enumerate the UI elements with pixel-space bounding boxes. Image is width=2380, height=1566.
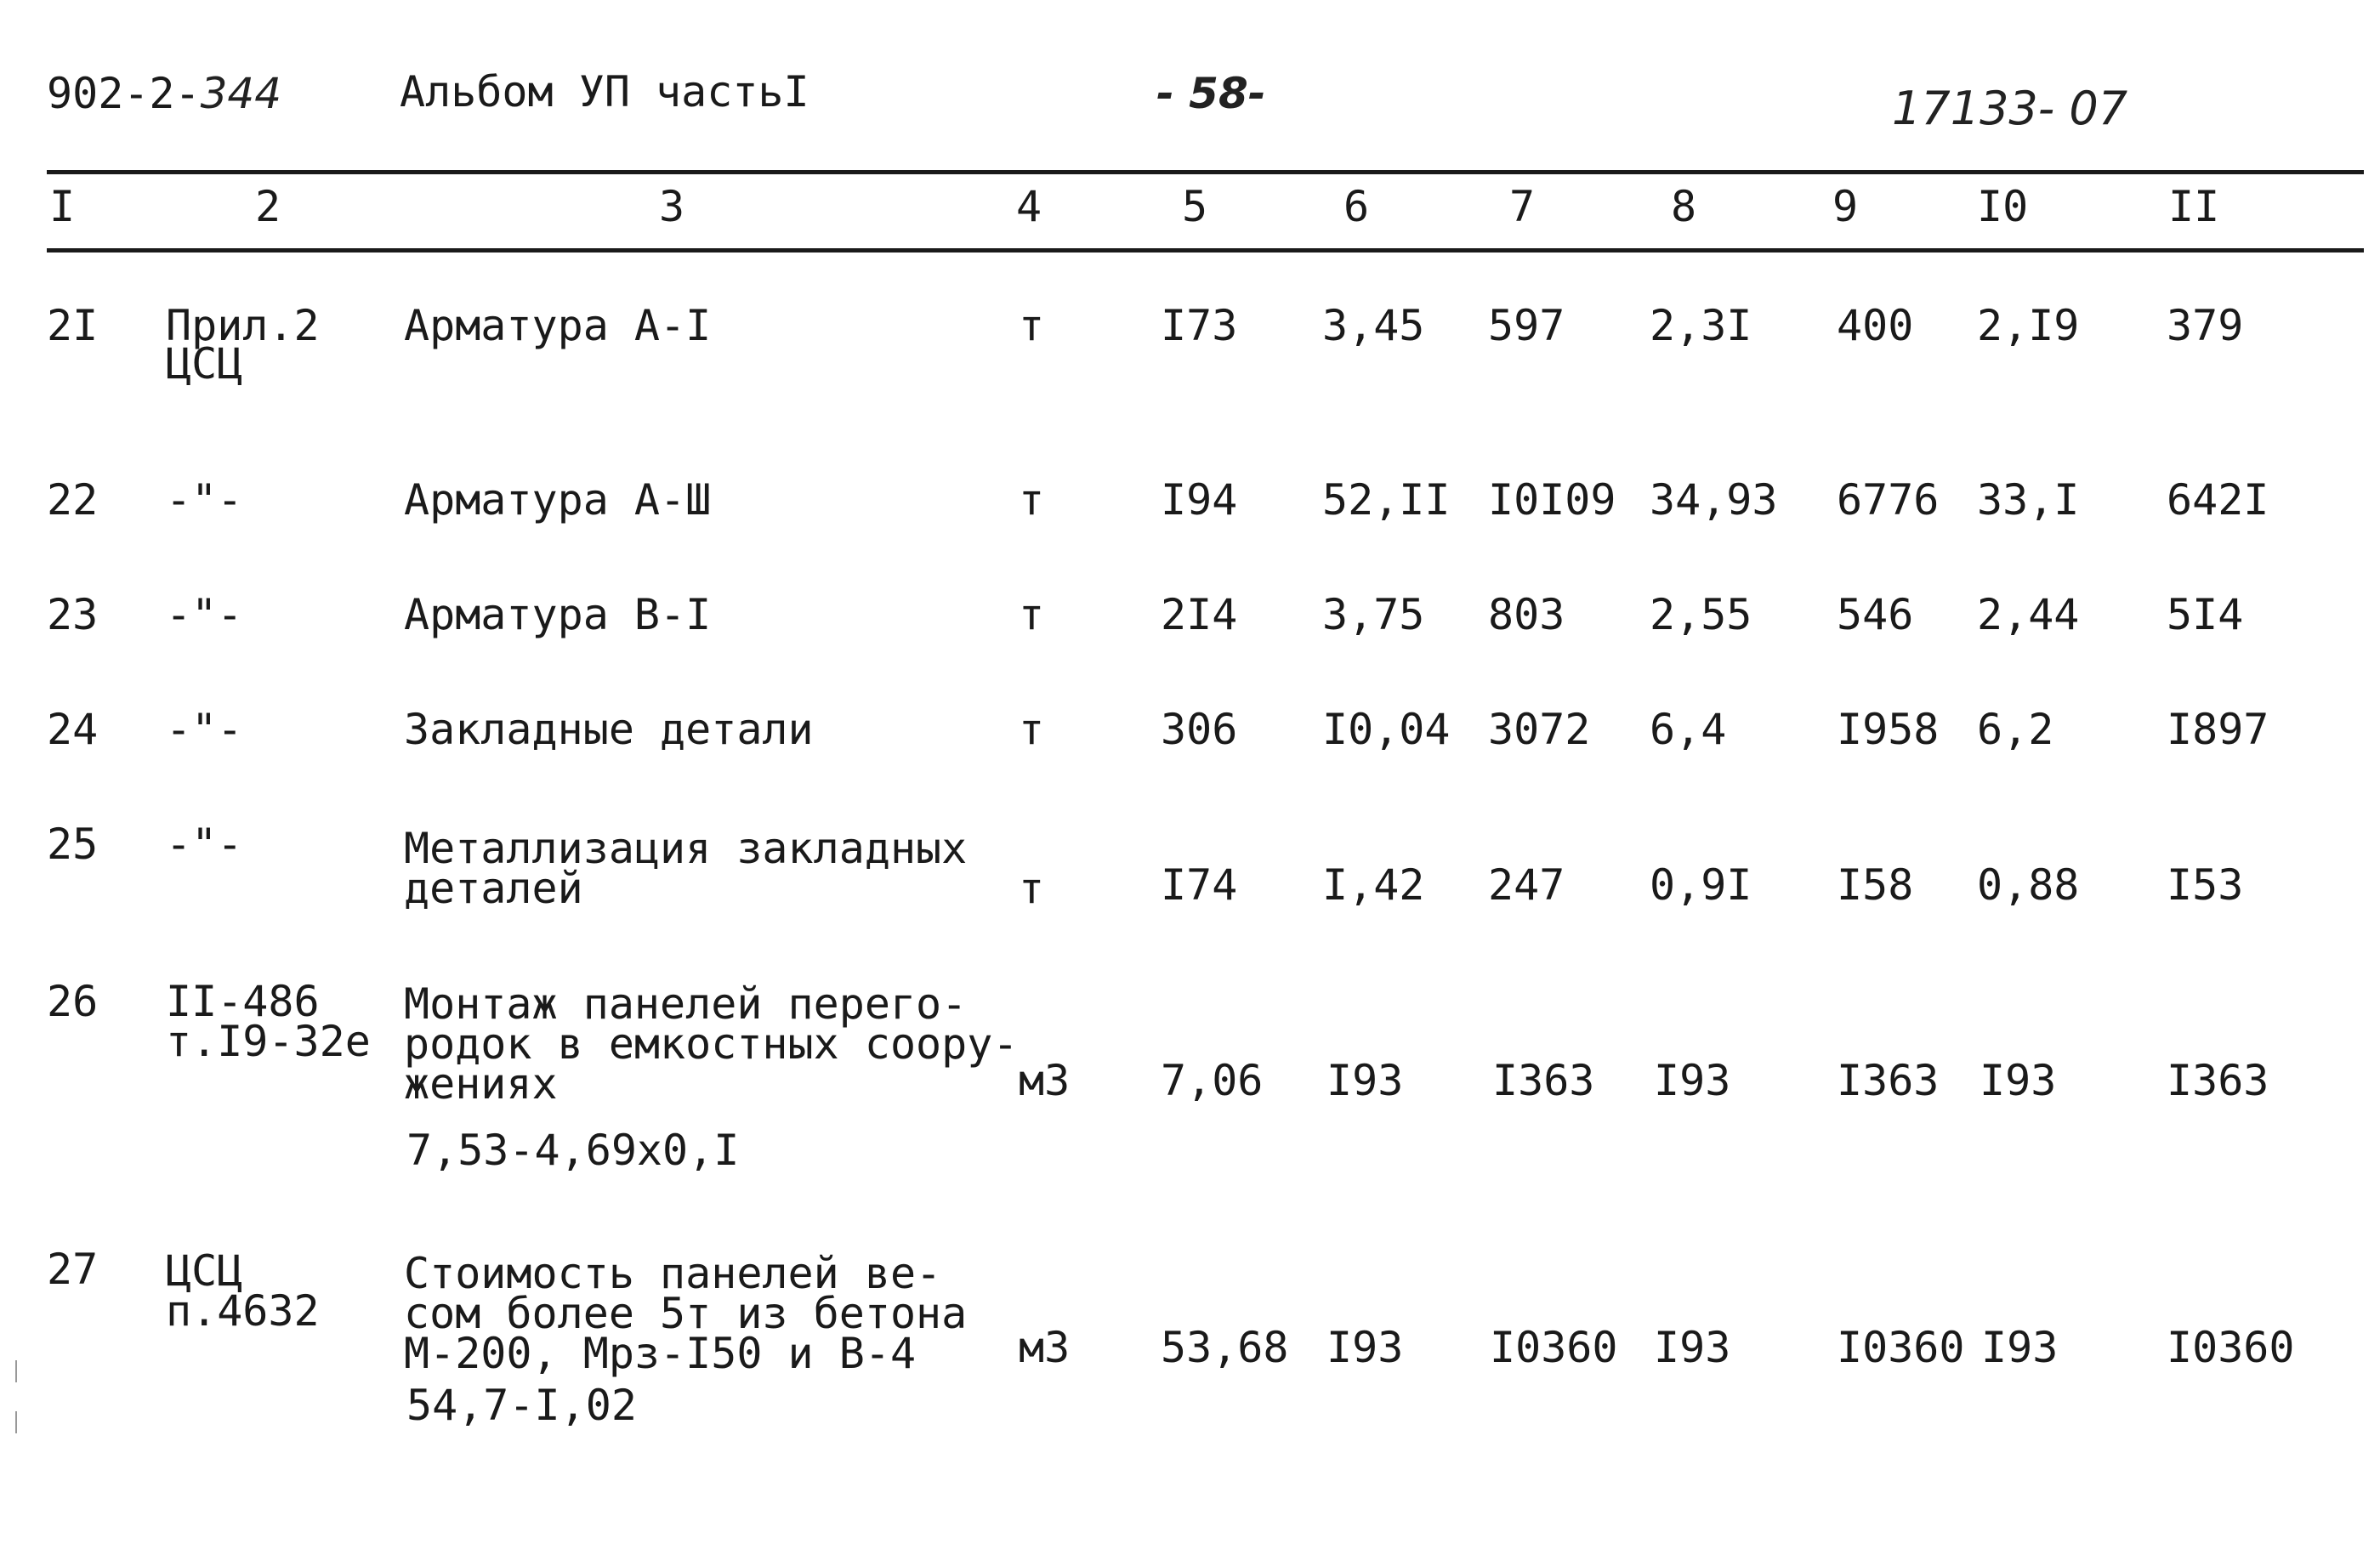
row-unit: м3 [1019,1323,1071,1372]
row-value-col9: 400 [1837,301,1914,350]
row-value-col10: I93 [1981,1323,2059,1372]
column-number-1: I [49,182,76,231]
row-value-col7: I363 [1492,1056,1595,1105]
row-reference-line: ЦСЦ [166,339,243,389]
row-value-col7: I0360 [1490,1323,1618,1372]
row-value-col10: 33,I [1977,475,2080,525]
row-value-col11: I0360 [2167,1323,2295,1372]
row-value-col11: I53 [2167,860,2244,910]
row-value-col8: I93 [1654,1056,1731,1105]
row-reference-line: т.I9-32е [166,1017,371,1066]
row-reference-line: -"- [166,705,243,754]
row-value-col9: I0360 [1837,1323,1965,1372]
row-number: 27 [47,1245,99,1294]
header-top-rule [47,170,2364,174]
row-value-col8: 6,4 [1650,705,1727,754]
column-number-8: 8 [1671,182,1697,231]
row-unit: т [1019,301,1045,350]
row-value-col6: I,42 [1322,860,1425,910]
row-value-col8: 2,55 [1650,590,1752,639]
row-number: 24 [47,705,99,754]
row-description-line: Арматура В-I [404,590,712,639]
row-value-col10: 2,I9 [1977,301,2080,350]
row-reference-line: II-486 [166,977,320,1026]
row-description-line: Арматура А-I [404,301,712,350]
row-unit: т [1019,705,1045,754]
row-value-col6: I93 [1326,1323,1404,1372]
row-value-col7: 3072 [1488,705,1591,754]
row-value-col10: I93 [1980,1056,2057,1105]
row-number: 2I [47,301,99,350]
row-reference-line: п.4632 [166,1286,320,1336]
row-value-col8: 2,3I [1650,301,1752,350]
row-reference-line: -"- [166,475,243,525]
row-reference-line: -"- [166,590,243,639]
row-description-line: М-200, Мрз-I50 и В-4 [404,1329,917,1378]
row-description-line: Закладные детали [404,705,814,754]
row-number: 26 [47,977,99,1026]
album-title: Альбом УП частьI [400,67,809,116]
row-value-col11: 642I [2167,475,2269,525]
column-number-11: II [2168,182,2220,231]
row-value-col11: I897 [2167,705,2269,754]
row-reference-line: ЦСЦ [166,1246,243,1296]
row-value-col9: I58 [1837,860,1914,910]
row-reference-line: -"- [166,820,243,869]
row-value-col9: I363 [1837,1056,1940,1105]
column-number-10: I0 [1977,182,2029,231]
row-description-line: Арматура А-Ш [404,475,712,525]
row-value-col11: I363 [2167,1056,2269,1105]
column-number-9: 9 [1832,182,1859,231]
column-number-6: 6 [1343,182,1370,231]
row-value-col11: 379 [2167,301,2244,350]
header-bottom-rule [47,248,2364,252]
row-description-line: деталей [404,864,583,913]
column-number-5: 5 [1182,182,1208,231]
row-unit: т [1019,864,1045,913]
row-value-col5: 306 [1161,705,1238,754]
row-value-col5: 7,06 [1161,1056,1264,1105]
row-number: 25 [47,820,99,869]
row-value-col5: I74 [1161,860,1238,910]
row-description-line: Стоимость панелей ве- [404,1249,942,1298]
row-value-col8: 34,93 [1650,475,1778,525]
row-description-line: Монтаж панелей перего- [404,979,968,1029]
archive-number: 17133- 07 [1892,82,2128,135]
row-reference-line: Прил.2 [166,301,320,350]
row-value-col6: 52,II [1322,475,1451,525]
column-number-7: 7 [1509,182,1536,231]
row-value-col6: 3,45 [1322,301,1425,350]
row-value-col7: 803 [1488,590,1565,639]
row-value-col11: 5I4 [2167,590,2244,639]
row-value-col10: 0,88 [1977,860,2080,910]
row-value-col5: I94 [1161,475,1238,525]
row-description-line: сом более 5т из бетона [404,1289,968,1338]
row-calculation: 54,7-I,02 [406,1381,637,1430]
row-value-col7: 247 [1488,860,1565,910]
row-description-line: родок в емкостных соору- [404,1019,1019,1069]
column-number-3: 3 [659,182,685,231]
row-value-col10: 2,44 [1977,590,2080,639]
row-number: 23 [47,590,99,639]
row-number: 22 [47,475,99,525]
document-code-handwritten: 344 [200,69,282,118]
scan-mark [15,1360,17,1382]
row-value-col8: I93 [1654,1323,1731,1372]
page-number: - 58- [1156,69,1266,118]
row-value-col6: I93 [1326,1056,1404,1105]
row-value-col5: I73 [1161,301,1238,350]
row-value-col9: 546 [1837,590,1914,639]
column-number-4: 4 [1016,182,1042,231]
row-value-col6: I0,04 [1322,705,1451,754]
row-description-line: жениях [404,1059,558,1109]
row-unit: м3 [1019,1056,1071,1105]
row-unit: т [1019,475,1045,525]
row-calculation: 7,53-4,69х0,I [406,1126,740,1175]
scan-mark [15,1411,17,1433]
row-unit: т [1019,590,1045,639]
row-value-col8: 0,9I [1650,860,1752,910]
document-code [47,70,281,117]
row-value-col9: I958 [1837,705,1940,754]
row-value-col9: 6776 [1837,475,1940,525]
row-value-col7: 597 [1488,301,1565,350]
row-value-col6: 3,75 [1322,590,1425,639]
document-code-prefix: 902-2- [47,69,201,118]
row-description-line: Металлизация закладных [404,824,968,873]
row-value-col5: 2I4 [1161,590,1238,639]
row-value-col7: I0I09 [1488,475,1616,525]
row-value-col5: 53,68 [1161,1323,1289,1372]
row-value-col10: 6,2 [1977,705,2054,754]
column-number-2: 2 [255,182,281,231]
